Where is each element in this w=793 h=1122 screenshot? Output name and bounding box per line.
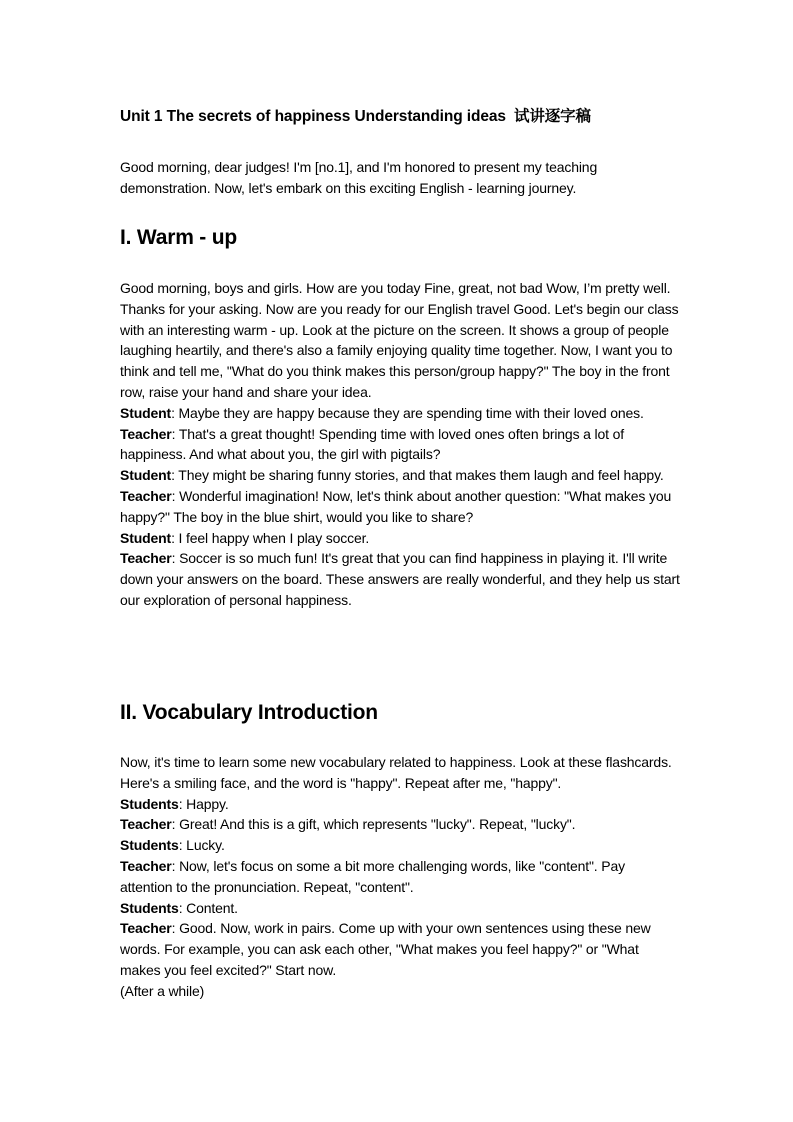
dialogue-text: : Lucky. xyxy=(178,837,225,854)
warm-up-opening-paragraph: Good morning, boys and girls. How are you today Fine, great, not bad Wow, I’m pretty well. Thanks for your asking. Now are you ready for our English travel Good. Let's begin our class with an interesting warm - up. Look at the picture on the screen. It shows a group of people laughing heartily, and there's also a family enjoying quality time together. Now, I want you to think and tell me, "What do you think makes this person/group happy?" The boy in the front row, raise your hand and share your idea. xyxy=(120,280,679,400)
speaker-label: Teacher xyxy=(120,816,172,833)
dialogue-line xyxy=(120,814,680,835)
dialogue-line xyxy=(120,465,680,486)
dialogue-line xyxy=(120,424,680,466)
vocabulary-opening-paragraph: Now, it's time to learn some new vocabulary related to happiness. Look at these flashcards. Here's a smiling face, and the word is "happy". Repeat after me, "happy". xyxy=(120,754,672,791)
dialogue-line xyxy=(120,794,680,815)
speaker-label: Teacher xyxy=(120,857,172,874)
document-title xyxy=(120,106,591,128)
speaker-label: Students xyxy=(120,795,179,812)
speaker-label: Student xyxy=(120,467,172,484)
dialogue-text: : I feel happy when I play soccer. xyxy=(171,529,370,546)
title-chinese: 试讲逐字稿 xyxy=(513,108,591,125)
speaker-label: Student xyxy=(120,529,172,546)
dialogue-line xyxy=(120,528,680,549)
section-heading-vocabulary: II. Vocabulary Introduction xyxy=(120,701,378,724)
warm-up-section-body xyxy=(120,278,680,611)
dialogue-line xyxy=(120,548,680,610)
closing-note: (After a while) xyxy=(120,982,205,999)
speaker-label: Student xyxy=(120,404,172,421)
speaker-label: Teacher xyxy=(120,920,172,937)
dialogue-line xyxy=(120,486,680,528)
title-text: Unit 1 The secrets of happiness Understanding ideas xyxy=(120,108,506,125)
dialogue-text: : Great! And this is a gift, which represents "lucky". Repeat, "lucky". xyxy=(171,816,576,833)
dialogue-line xyxy=(120,918,680,980)
dialogue-text: : That's a great thought! Spending time with loved ones often brings a lot of happiness. And what about you, the girl with pigtails? xyxy=(120,425,624,463)
dialogue-text: : They might be sharing funny stories, and that makes them laugh and feel happy. xyxy=(171,467,664,484)
dialogue-text: : Maybe they are happy because they are spending time with their loved ones. xyxy=(171,404,644,421)
speaker-label: Students xyxy=(120,899,179,916)
speaker-label: Students xyxy=(120,837,179,854)
section-heading-warm-up: I. Warm - up xyxy=(120,226,237,249)
dialogue-line xyxy=(120,856,680,898)
dialogue-text: : Wonderful imagination! Now, let's think about another question: "What makes you happy?" The boy in the blue shirt, would you like to share? xyxy=(120,487,672,525)
dialogue-line xyxy=(120,835,680,856)
speaker-label: Teacher xyxy=(120,487,172,504)
dialogue-text: : Happy. xyxy=(178,795,229,812)
speaker-label: Teacher xyxy=(120,425,172,442)
dialogue-line xyxy=(120,403,680,424)
dialogue-line xyxy=(120,898,680,919)
dialogue-text: : Soccer is so much fun! It's great that you can find happiness in playing it. I'll write down your answers on the board. These answers are really wonderful, and they help us start our exploration of personal happiness. xyxy=(120,550,680,608)
dialogue-text: : Now, let's focus on some a bit more challenging words, like "content". Pay attention to the pronunciation. Repeat, "content". xyxy=(120,857,625,895)
vocabulary-section-body xyxy=(120,752,680,1002)
intro-paragraph: Good morning, dear judges! I'm [no.1], and I'm honored to present my teaching demonstration. Now, let's embark on this exciting English - learning journey. xyxy=(120,159,598,196)
dialogue-text: : Good. Now, work in pairs. Come up with your own sentences using these new words. For example, you can ask each other, "What makes you feel happy?" or "What makes you feel excited?" Start now. xyxy=(120,920,651,978)
dialogue-text: : Content. xyxy=(178,899,238,916)
speaker-label: Teacher xyxy=(120,550,172,567)
intro-paragraph-block xyxy=(120,157,680,199)
